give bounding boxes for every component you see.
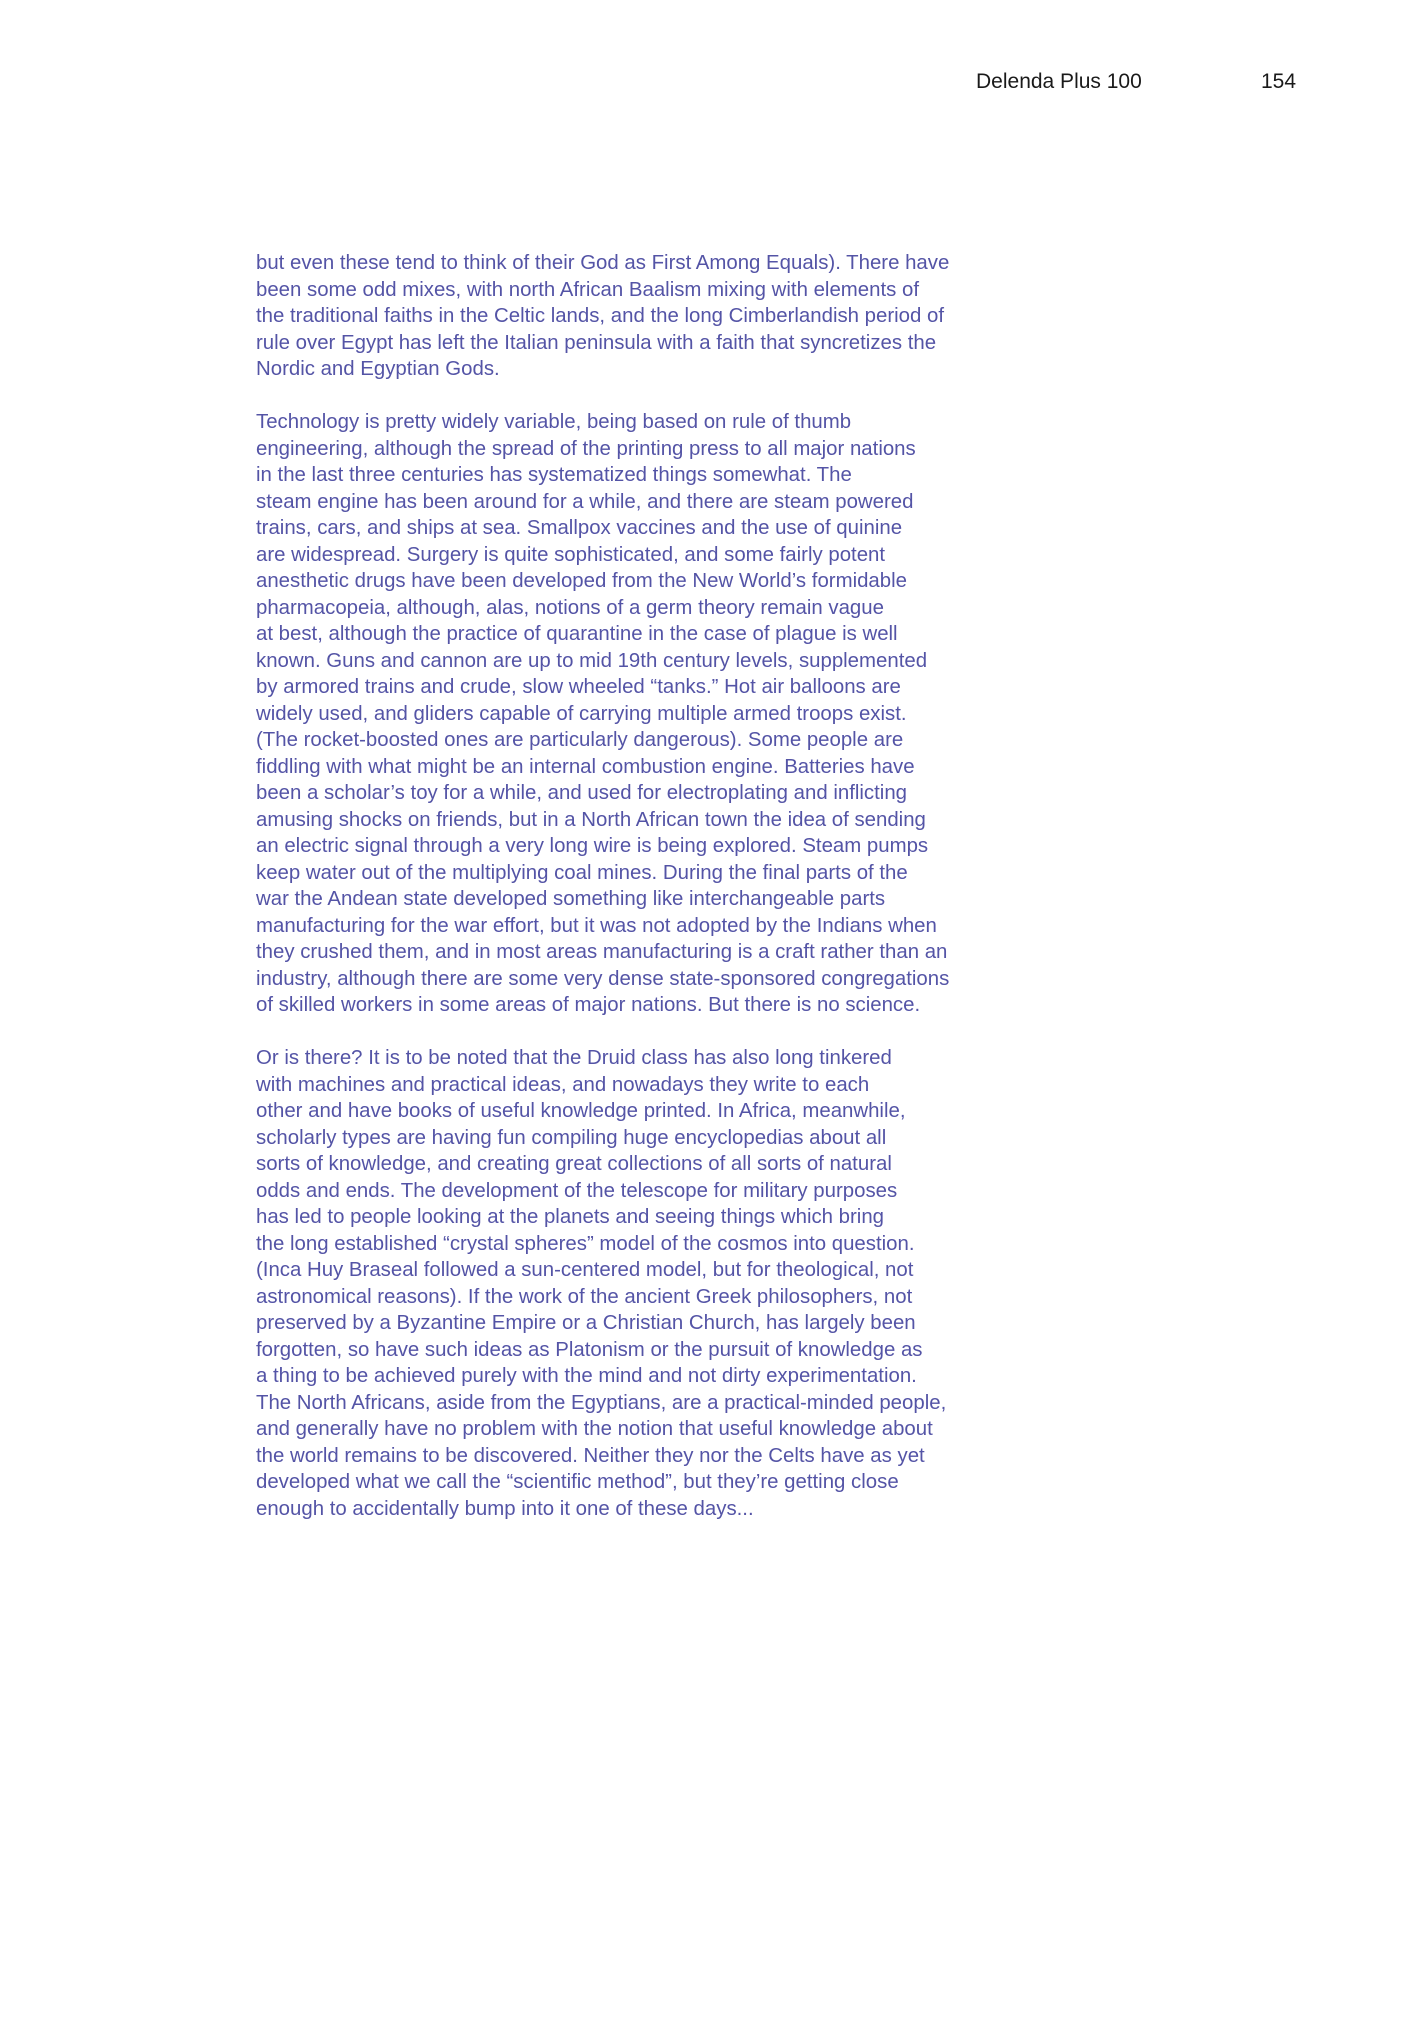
- body-text: [256, 250, 996, 1549]
- paragraph-science: Or is there? It is to be noted that the Druid class has also long tinkered with machines and practical ideas, and nowadays they write to each other and have books of useful knowledge printed. In Africa, meanwhile, scholarly types are having fun compiling huge encyclopedias about all sorts of knowledge, and creating great collections of all sorts of natural odds and ends. The development of the telescope for military purposes has led to people looking at the planets and seeing things which bring the long established “crystal spheres” model of the cosmos into question. (Inca Huy Braseal followed a sun-centered model, but for theological, not astronomical reasons). If the work of the ancient Greek philosophers, not preserved by a Byzantine Empire or a Christian Church, has largely been forgotten, so have such ideas as Platonism or the pursuit of knowledge as a thing to be achieved purely with the mind and not dirty experimentation. The North Africans, aside from the Egyptians, are a practical-minded people, and generally have no problem with the notion that useful knowledge about the world remains to be discovered. Neither they nor the Celts have as yet developed what we call the “scientific method”, but they’re getting close enough to accidentally bump into it one of these days...: [256, 1047, 947, 1520]
- paragraph-technology: Technology is pretty widely variable, being based on rule of thumb engineering, although the spread of the printing press to all major nations in the last three centuries has systematized things somewhat. The steam engine has been around for a while, and there are steam powered trains, cars, and ships at sea. Smallpox vaccines and the use of quinine are widespread. Surgery is quite sophisticated, and some fairly potent anesthetic drugs have been developed from the New World’s formidable pharmacopeia, although, alas, notions of a germ theory remain vague at best, although the practice of quarantine in the case of plague is well known. Guns and cannon are up to mid 19th century levels, supplemented by armored trains and crude, slow wheeled “tanks.” Hot air balloons are widely used, and gliders capable of carrying multiple armed troops exist. (The rocket-boosted ones are particularly dangerous). Some people are fiddling with what might be an internal combustion engine. Batteries have been a scholar’s toy for a while, and used for electroplating and inflicting amusing shocks on friends, but in a North African town the idea of sending an electric signal through a very long wire is being explored. Steam pumps keep water out of the multiplying coal mines. During the final parts of the war the Andean state developed something like interchangeable parts manufacturing for the war effort, but it was not adopted by the Indians when they crushed them, and in most areas manufacturing is a craft rather than an industry, although there are some very dense state-sponsored congregations of skilled workers in some areas of major nations. But there is no science.: [256, 411, 950, 1016]
- running-header: [0, 70, 1428, 100]
- running-title: Delenda Plus 100: [976, 70, 1142, 93]
- page-number: 154: [1261, 70, 1297, 93]
- paragraph-religion: but even these tend to think of their God as First Among Equals). There have been some odd mixes, with north African Baalism mixing with elements of the traditional faiths in the Celtic lands, and the long Cimberlandish period of rule over Egypt has left the Italian peninsula with a faith that syncretizes the Nordic and Egyptian Gods.: [256, 252, 950, 380]
